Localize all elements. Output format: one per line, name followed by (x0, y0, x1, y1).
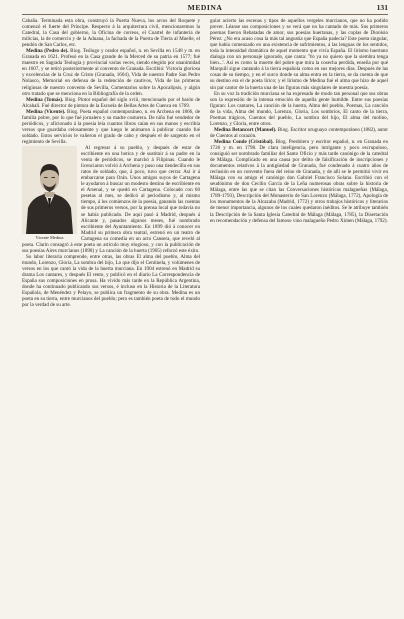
portrait-photo (22, 146, 77, 234)
entry-heading: Medina Conde (Cristóbal). (214, 138, 274, 145)
entry-heading: Medina Betancort (Manuel). (214, 126, 277, 133)
page-number: 131 (376, 3, 388, 12)
entry-text: Biog. Presbítero y escritor español, n. en Granada en 1726 y m. en 1798. De clara inteligencia, pero intrigante y poco escrupuloso, consiguió ser nombrado familiar del Santo Oficio y más tarde canónigo de la catedral de Málaga. Complicado en una causa por delito de falsificación de inscripciones y documentos relativos á la antigüedad de Granada, fué condenado á cuatro años de reclusión en un convento fuera del reino de Granada, y de allí se le permitió vivir en Málaga con su amigo el canónigo don Gabriel Francisco Solano. Escribió con el seudónimo de don Cecilio García de la Leña numerosas obras sobre la historia de Málaga, entre las que se citan las Conversaciones históricas malagueñas (Málaga, 1789-1793), Descripción del Monasterio de San Lorenzo (Málaga, 1772), Apología de los monumentos de la Alcazaba (Madrid, 1772) y otros trabajos históricos y literarios de menor importancia, algunos de los cuales quedaron inéditos. Se le atribuye también la Descripción de la Santa Iglesia Catedral de Málaga (Málaga, 1785), la Disertación en recomendación y defensa del famoso vino malagueño Pedro Ximen (Málaga, 1792). (210, 138, 388, 224)
entry-medina-conde (210, 139, 388, 224)
right-intro-paragraph: guiar acierto las escenas y tipos de aquellos vergeles murcianos, que no ha podido prever. Léanse sus composiciones y se verá que no ha cantado de más. Sus primeros poemas fueron Rebatadas de amor, sus poesías huertanas, y las coplas de Dionisio Pérez: ¿No era acaso cosa la más tal angustia que España padecía? Este poeta singular, que había comenzado en una existencia de sufrimientos, á las lenguas de los sentidos, toda la intensidad dramática de aquel momento que vivía España. El lirismo huertano dialoga con un personaje ignorado, que canta: 'Yo ya no quiero que la siembra tenga bien...'. Así es como la muerte del pobre que mira la cosecha perdida, enseña por qué Marquilí sigue cantando á la tierra española como en sus mejores días. Después de las cosas de su tiempo, y en el surco donde su alma entra en la tierra, se da cuenta de que su destino era el de poeta lírico; y el lirismo de Medina fué el alma que hizo de aquel sin par cantor de la huerta una de las figuras más singulares de nuestra poesía. (210, 18, 388, 91)
portrait-engraving (22, 146, 77, 234)
entry-medina-vicente-works (22, 254, 200, 308)
entry-medina-tomas (22, 97, 200, 109)
entry-heading: Medina (Tomás). (26, 96, 64, 103)
entry-heading: Medina (Vicente). (26, 108, 66, 115)
left-column (22, 18, 200, 308)
entry-text: Biog. Poeta español contemporáneo, n. en Archena en 1866, de familia pobre, por lo que fué jornalero y su madre costurera. De niño fué vendedor de periódicos, y aficionado á la poesía leía cuantos libros caían en sus manos y escribía versos que guardaba celosamente y que luego le animaron á publicar cuando fué soldado. Estos servicios le valieron el grado de cabo y después el de sargento en el regimiento de Sevilla. (22, 108, 200, 145)
entry-heading: Medina (Pedro de). (26, 48, 69, 55)
portrait-caption: Vicente Medina (35, 234, 64, 240)
entry-medina-pedro (22, 48, 200, 96)
entry-medina-betancort (210, 127, 388, 139)
entry-medina-poems (210, 91, 388, 127)
header-rule (22, 14, 388, 15)
right-column (210, 18, 388, 224)
entry-text: Biog. Pintor español del siglo xviii, mencionado por el barón de Alcahalí. Fué director de pintura de la Escuela de Bellas Artes de Cuenca en 1769. (22, 96, 201, 109)
entry-text: Biog. Escritor uruguayo contemporáneo (1882), autor de Cuentos al corazón. (210, 126, 388, 139)
entry-text: Biog. Teólogo y orador español, n. en Sevilla en 1548 y m. en Granada en 1621. Profesó en la Casa grande de la Merced de su patria en 1577; fué maestro en Sagrada Teología y provincial varias veces, siendo elegido por unanimidad en 1607, y se retiró posteriormente al convento de Granada. Escribió: Victoria gloriosa y excelencias de la Cruz de Cristo (Granada, 1604), Vida de nuestro Padre San Pedro Nolasco, Memorial en defensa de la redención de cautivos, Vida de las primeras religiosas de nuestro convento de Sevilla, Comentarios sobre la Apocalipsis, y algún otro tratado que se menciona en la Bibliografía de la orden. (22, 48, 200, 97)
running-head: MEDINA (187, 3, 223, 12)
portrait-figure (22, 146, 77, 240)
entry-text: Al regresar á su pueblo, y después de estar de escribiente en una botica y de sustituir á su padre en la venta de periódicos, se marchó á Filipinas. Cuando le licenciaron volvió á Archena y puso una tiendecilla en sus ratos de soldado, que, á poco, tuvo que cerrar. Así ir á embarcarse para Orán. Unos amigos suyos de Cartagena le ayudaron á buscar un modesto destino de escribiente en el Arsenal, y se quedó en Cartagena. Colocado con 60 pesetas al mes, se dedicó al periodismo y, al mismo tiempo, á los comienzos de la poesía, ganando las cuentas de sus primeros versos, por la prensa local que todavía no se había publicado. De aquí pasó á Madrid, después á Alicante y, pasados algunos meses, fué nombrado escribiente del Ayuntamiento. En 1899 dió á conocer en Madrid su primera obra teatral, estrenó en un teatro de Cartagena su comedia en un acto Cansera, que reveló al poeta. Clarín consagró á este poeta un artículo muy elogioso, y con la publicación de sus poesías Aires murcianos (1898) y La canción de la huerta (1905) reforzó este éxito. (22, 144, 200, 254)
entry-medina-vicente (22, 109, 200, 145)
intro-paragraph: Cabaña. Terminada esta obra, construyó la Puerta Nueva, los arcos del Roquete y comenzó el fuerte del Príncipe. Respecto á la arquitectura civil, mencionaremos la Catedral, la Casa del gobierno, la Oficina de correos, el Cuartel de infantería de milicias, la de comercio y de la Aduana, la fachada de la Puerta de Tierra al Muelle, el pendón de San Carlos, etc. (22, 18, 200, 49)
entry-text: Su labor literaria comprende, entre otras, las obras El alma del pueblo, Alma del mundo, Lorenzo, Gloria, La sombra del hijo, Lo que dijo el Centinela, y volúmenes de versos en los que cantó la vida de la huerta murciana. En 1904 estrenó en Madrid su drama Los cantares, y después El rento, y publicó en el diario La Correspondencia de España sus composiciones en prosa. Ha vivido más tarde en la República Argentina, donde ha continuado publicando sus versos, é incluso en la Historia de la Literatura Española, de Menéndez y Pelayo, se publica un fragmento de su obra. Medina es un poeta en su tierra, entre murcianos del pueblo; pero es también poeta de todo el mundo por la verdad de su arte. (22, 253, 200, 309)
entry-text: En su voz la tradición murciana se ha expresado de modo tan personal que sus obras son la expresión de la intensa emoción de aquella gente humilde. Entre sus poesías figuran: Los cantares, La canción de la huerta, Alma del pueblo, Poemas, La canción de la vida, Alma del mundo, Lorenzo, Gloria, Los sombríos, El canto de la tierra, Poemas trágicos, Cuentos del pueblo, La sombra del hijo, El alma del molino, Lorenzo, y Gloria, entre otros. (210, 90, 388, 127)
page-header (22, 3, 388, 14)
